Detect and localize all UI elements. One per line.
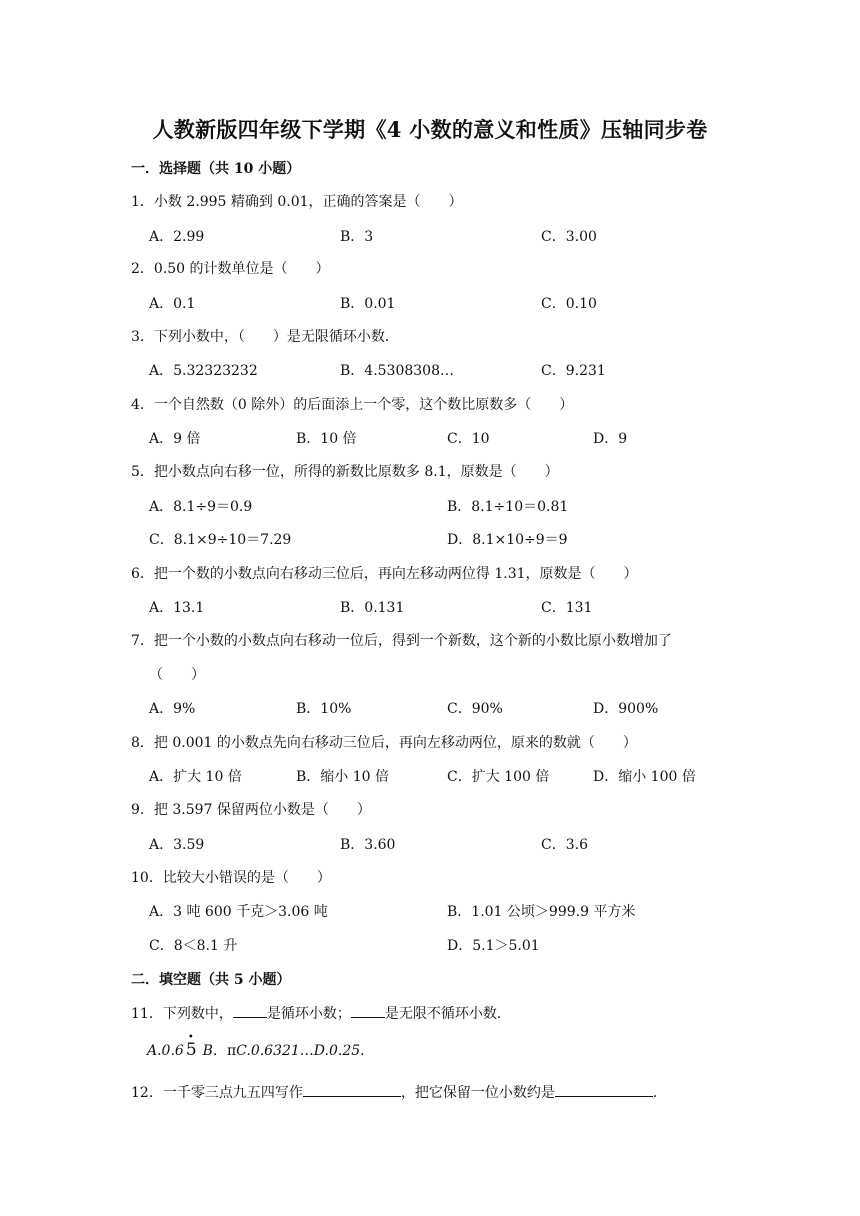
q6-option-b: B．0.131 xyxy=(340,600,405,616)
question-2 xyxy=(131,258,330,278)
answer-blank[interactable] xyxy=(351,1005,385,1018)
question-text: 把一个数的小数点向右移动三位后，再向左移动两位得 1.31，原数是（ ） xyxy=(153,566,638,582)
question-number: 3． xyxy=(131,329,154,345)
q4-option-b: B．10 倍 xyxy=(296,431,357,447)
question-10 xyxy=(131,867,331,887)
question-text: 一个自然数（0 除外）的后面添上一个零，这个数比原数多（ ） xyxy=(153,397,574,413)
answer-blank[interactable] xyxy=(303,1084,401,1097)
question-1 xyxy=(131,191,463,211)
q3-option-c: C．9.231 xyxy=(541,363,606,379)
q4-option-c: C．10 xyxy=(447,431,490,447)
q7-option-b: B．10% xyxy=(296,701,352,717)
section-heading-fill: 二．填空题（共 5 小题） xyxy=(131,972,291,988)
q10-option-a: A．3 吨 600 千克＞3.06 吨 xyxy=(149,904,328,920)
q5-option-c: C．8.1×9÷10＝7.29 xyxy=(149,532,292,548)
question-text: 把 0.001 的小数点先向右移动三位后，再向左移动两位，原来的数就（ ） xyxy=(153,735,637,751)
question-text: 把小数点向右移一位，所得的新数比原数多 8.1，原数是（ ） xyxy=(153,464,559,480)
question-number: 8． xyxy=(131,735,154,751)
question-number: 1． xyxy=(131,194,154,210)
formula-separator: ． xyxy=(212,1043,227,1059)
question-8 xyxy=(131,732,637,752)
q3-option-b: B．4.5308308… xyxy=(340,363,454,379)
question-text: ． xyxy=(652,1085,667,1101)
question-number: 10． xyxy=(131,870,163,886)
answer-blank[interactable] xyxy=(555,1084,653,1097)
question-number: 7． xyxy=(131,633,154,649)
question-7 xyxy=(131,630,672,650)
section-heading-choice: 一．选择题（共 10 小题） xyxy=(131,161,301,177)
question-text: 下列数中， xyxy=(162,1006,233,1022)
question-3 xyxy=(131,326,399,346)
repeat-dot: • xyxy=(187,1032,194,1043)
question-text: 0.50 的计数单位是（ ） xyxy=(153,261,330,277)
question-text: 是循环小数； xyxy=(266,1006,351,1022)
q10-option-b: B．1.01 公顷＞999.9 平方米 xyxy=(447,904,636,920)
q9-option-a: A．3.59 xyxy=(149,837,205,853)
formula-option-c-d: C.0.6321…D.0.25 xyxy=(236,1043,361,1059)
q3-option-a: A．5.32323232 xyxy=(149,363,258,379)
question-6 xyxy=(131,563,638,583)
question-11 xyxy=(131,1003,511,1023)
question-text: 是无限不循环小数． xyxy=(384,1006,511,1022)
formula-option-b: B xyxy=(202,1043,213,1059)
q5-option-a: A．8.1÷9＝0.9 xyxy=(149,499,253,515)
formula-end: ． xyxy=(360,1043,375,1059)
q9-option-c: C．3.6 xyxy=(541,837,588,853)
q2-option-c: C．0.10 xyxy=(541,296,597,312)
question-4 xyxy=(131,394,573,414)
question-number: 12． xyxy=(131,1085,163,1101)
q10-option-d: D．5.1＞5.01 xyxy=(447,938,540,954)
repeating-digit xyxy=(185,1032,197,1060)
q7-option-c: C．90% xyxy=(447,701,503,717)
question-number: 4． xyxy=(131,397,154,413)
question-text: 下列小数中，（ ）是无限循环小数． xyxy=(153,329,399,345)
question-number: 6． xyxy=(131,566,154,582)
q6-option-a: A．13.1 xyxy=(149,600,205,616)
q2-option-b: B．0.01 xyxy=(340,296,396,312)
question-9 xyxy=(131,799,371,819)
formula-option-a: A.0.6 xyxy=(147,1043,184,1059)
question-number: 9． xyxy=(131,802,154,818)
q2-option-a: A．0.1 xyxy=(149,296,196,312)
q8-option-c: C．扩大 100 倍 xyxy=(447,769,550,785)
q7-option-a: A．9% xyxy=(149,701,196,717)
q10-option-c: C．8＜8.1 升 xyxy=(149,938,238,954)
question-text: ，把它保留一位小数约是 xyxy=(400,1085,555,1101)
q7-option-d: D．900% xyxy=(593,701,659,717)
question-12 xyxy=(131,1082,667,1102)
question-number: 2． xyxy=(131,261,154,277)
question-number: 5． xyxy=(131,464,154,480)
q8-option-a: A．扩大 10 倍 xyxy=(149,769,242,785)
q5-option-b: B．8.1÷10＝0.81 xyxy=(447,499,569,515)
question-text: 比较大小错误的是（ ） xyxy=(162,870,331,886)
question-text: 把一个小数的小数点向右移动一位后，得到一个新数，这个新的小数比原小数增加了 xyxy=(153,633,672,649)
pi-symbol: π xyxy=(226,1043,237,1059)
q8-option-d: D．缩小 100 倍 xyxy=(593,769,696,785)
q5-option-d: D．8.1×10÷9＝9 xyxy=(447,532,568,548)
question-text: 小数 2.995 精确到 0.01，正确的答案是（ ） xyxy=(153,194,463,210)
q4-option-a: A．9 倍 xyxy=(149,431,201,447)
q11-formula xyxy=(147,1032,375,1060)
question-number: 11． xyxy=(131,1006,163,1022)
question-text: 把 3.597 保留两位小数是（ ） xyxy=(153,802,371,818)
question-text: 一千零三点九五四写作 xyxy=(162,1085,303,1101)
q8-option-b: B．缩小 10 倍 xyxy=(296,769,390,785)
answer-blank[interactable] xyxy=(233,1005,267,1018)
q9-option-b: B．3.60 xyxy=(340,837,396,853)
q4-option-d: D．9 xyxy=(593,431,628,447)
q1-option-a: A．2.99 xyxy=(149,229,205,245)
q1-option-b: B．3 xyxy=(340,229,374,245)
q1-option-c: C．3.00 xyxy=(541,229,597,245)
repeating-digit-value: 5 xyxy=(185,1040,197,1060)
q6-option-c: C．131 xyxy=(541,600,593,616)
document-title: 人教新版四年级下学期《4 小数的意义和性质》压轴同步卷 xyxy=(152,117,708,142)
question-5 xyxy=(131,461,559,481)
question-7-continuation: （ ） xyxy=(149,667,205,683)
